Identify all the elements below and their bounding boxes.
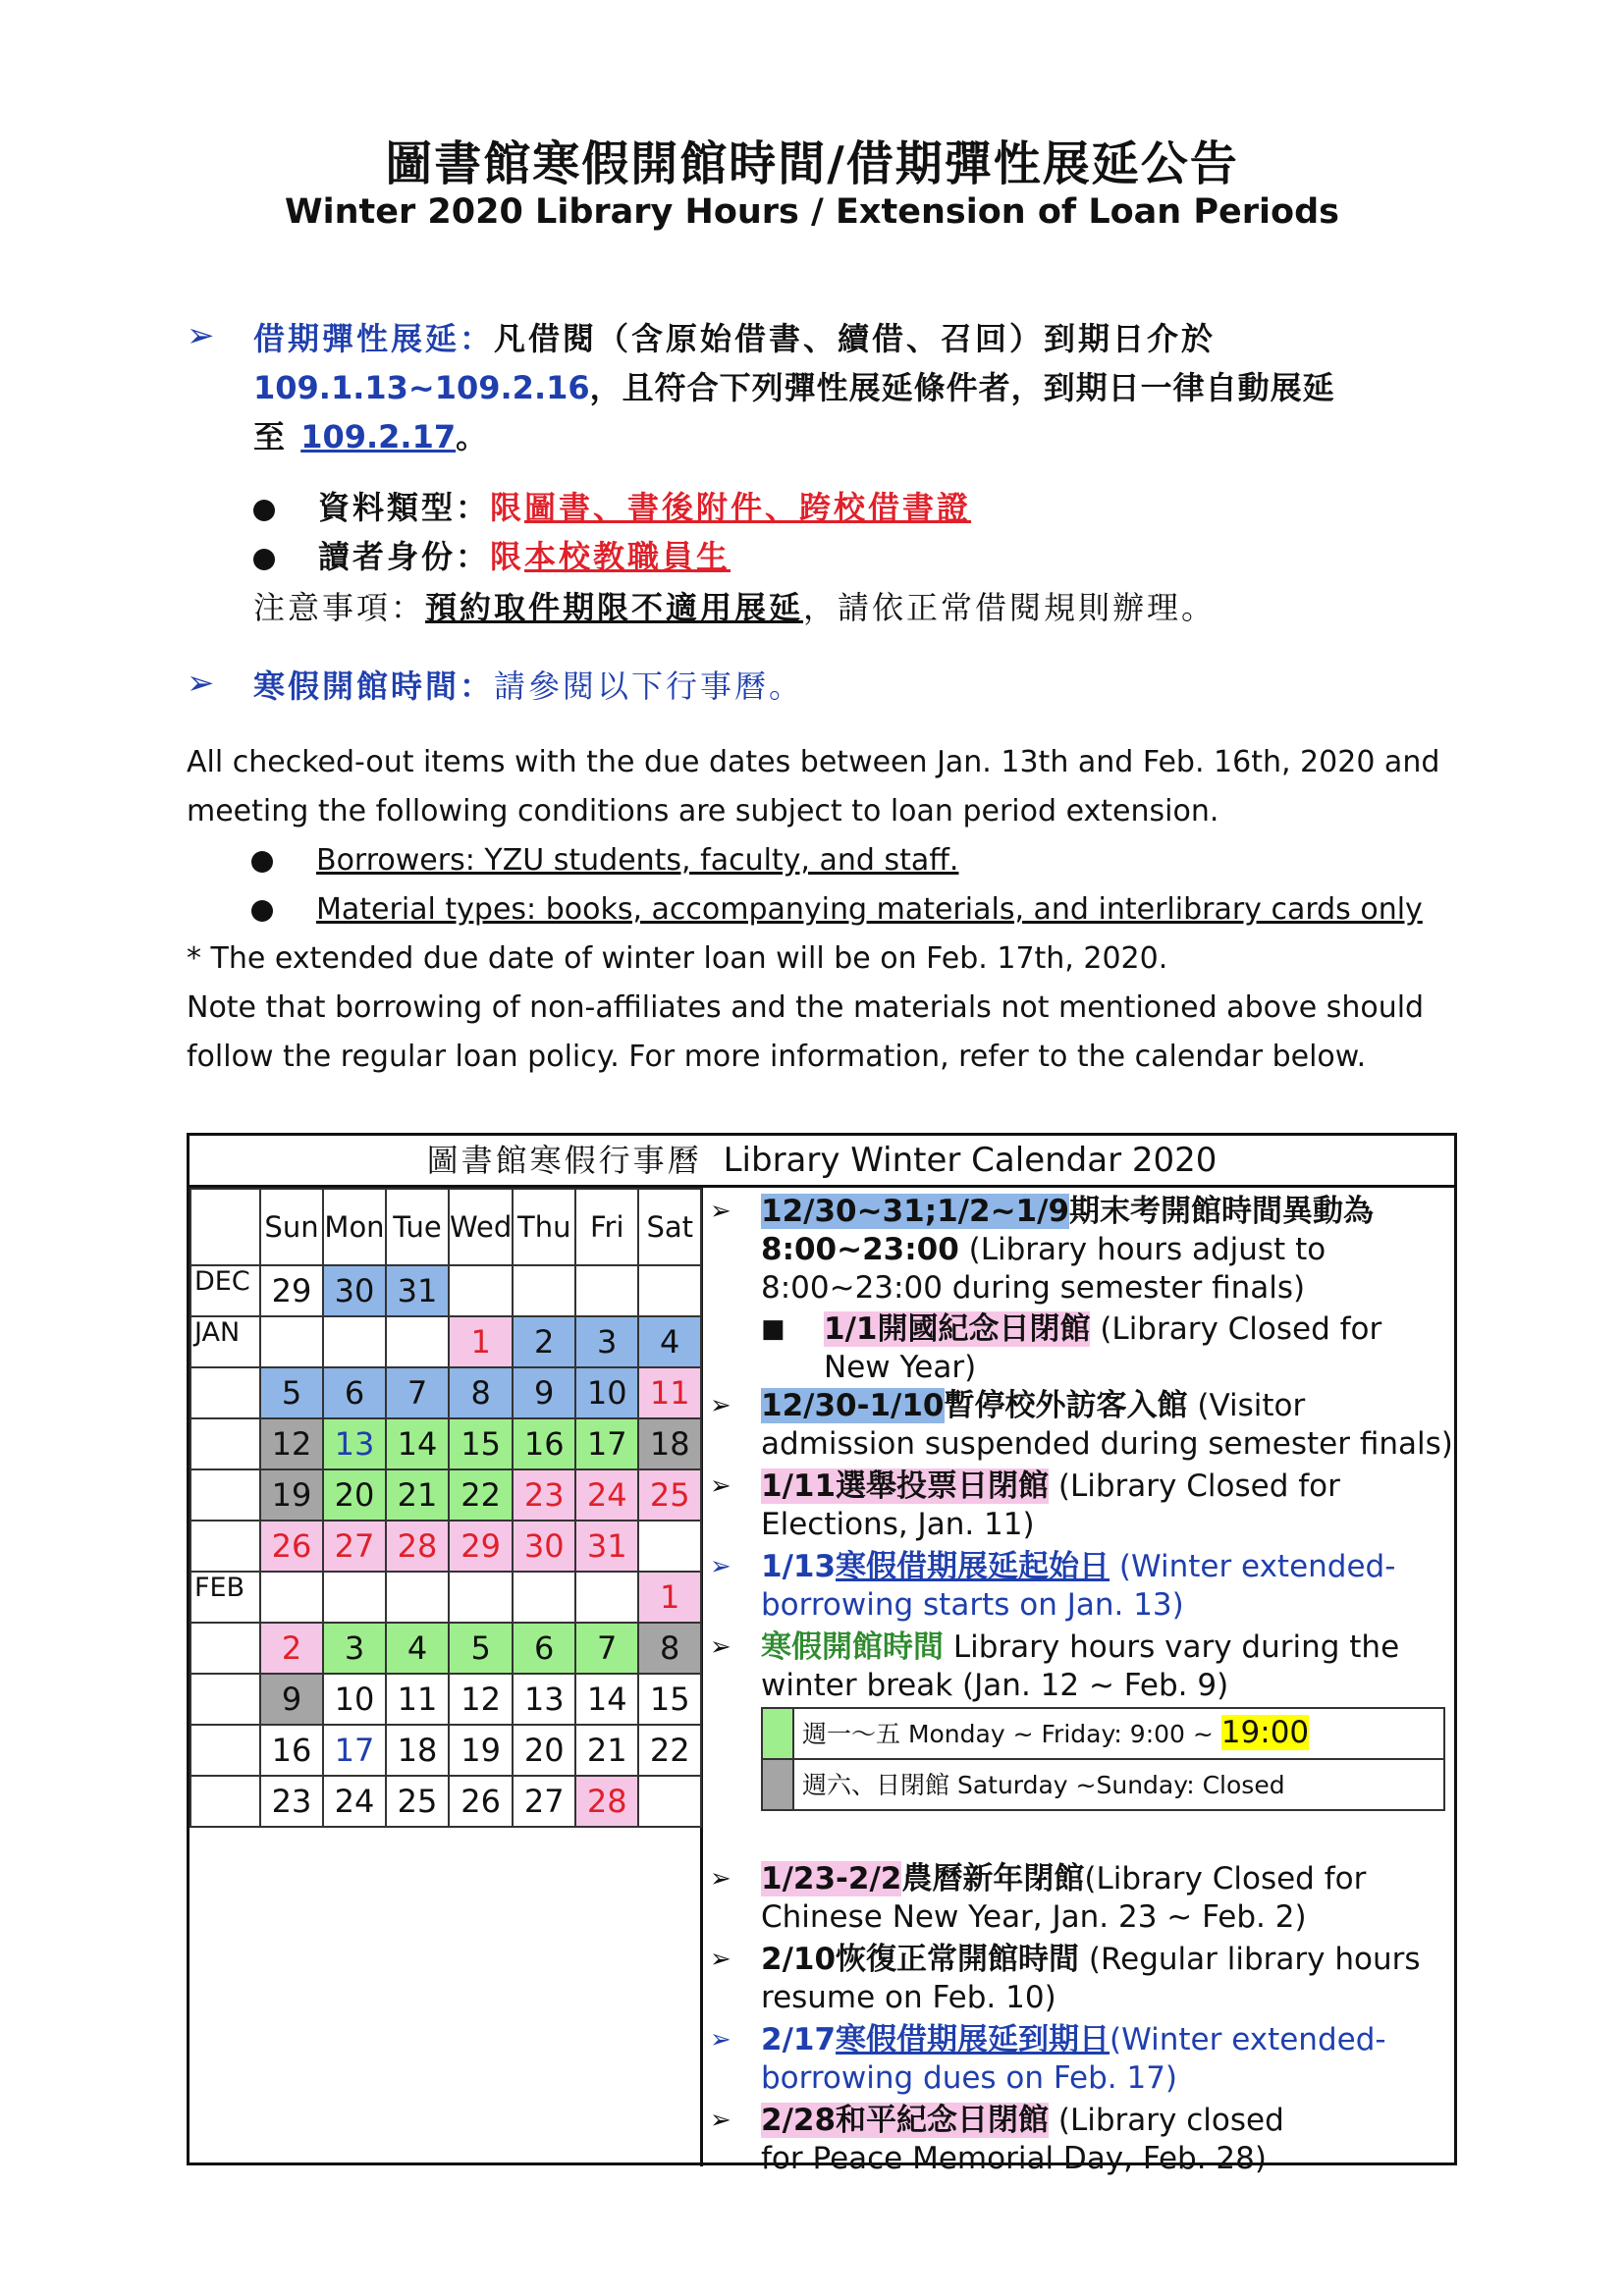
arrow-icon: ➢: [710, 1945, 731, 1974]
square-bullet-icon: ■: [761, 1314, 785, 1344]
calendar-day: [260, 1316, 323, 1367]
calendar-day: 12: [260, 1418, 323, 1469]
calendar-day: 10: [323, 1674, 386, 1725]
month-label: [190, 1674, 260, 1725]
arrow-icon: ➢: [710, 1552, 731, 1581]
note-zh: 開國紀念日閉館: [877, 1311, 1091, 1347]
loan-extension-end: 。: [456, 418, 491, 455]
note-date: 12/30~31;1/2~1/9: [761, 1194, 1070, 1229]
calendar-corner: [190, 1189, 260, 1265]
note-en: (Library closed: [1049, 2103, 1284, 2138]
calendar-day: 30: [513, 1521, 575, 1572]
month-label: [190, 1469, 260, 1521]
calendar-day: 18: [638, 1418, 701, 1469]
calendar-day: 5: [449, 1623, 513, 1674]
calendar-week-row: [190, 1674, 701, 1725]
month-label: DEC: [190, 1265, 260, 1316]
note-en: (Winter extended-: [1110, 2022, 1386, 2057]
arrow-icon: ➢: [710, 1632, 731, 1662]
note-en2: borrowing starts on Jan. 13): [761, 1587, 1184, 1623]
note-en2: winter break (Jan. 12 ~ Feb. 9): [761, 1668, 1229, 1703]
note-zh: 恢復正常開館時間: [836, 1942, 1080, 1977]
calendar-day: [513, 1265, 575, 1316]
note-en: (Library Closed for: [1084, 1861, 1367, 1896]
calendar-day: 20: [513, 1725, 575, 1776]
calendar-day: [260, 1572, 323, 1623]
calendar-day: 28: [575, 1776, 638, 1827]
calendar-day: [386, 1572, 449, 1623]
calendar-day: 10: [575, 1367, 638, 1418]
bullet-reader-identity: [253, 532, 1471, 581]
en-para-1: All checked-out items with the due dates between Jan. 13th and Feb. 16th, 2020 and: [187, 745, 1440, 779]
bullet-icon: [253, 500, 275, 521]
en-para-4: Note that borrowing of non-affiliates and the materials not mentioned above should: [187, 990, 1425, 1025]
reader-identity-label: 讀者身份：: [318, 538, 491, 575]
winter-hours-heading: 寒假開館時間：: [253, 667, 495, 705]
loan-extension-to: 至: [253, 418, 289, 455]
calendar-day: 23: [513, 1469, 575, 1521]
calendar-day: 19: [449, 1725, 513, 1776]
calendar-week-row: [190, 1265, 701, 1316]
arrow-icon: ➢: [187, 664, 215, 703]
calendar-day: 30: [323, 1265, 386, 1316]
calendar-week-row: [190, 1572, 701, 1623]
calendar-day: 4: [386, 1623, 449, 1674]
calendar-day: 21: [386, 1469, 449, 1521]
calendar-day: [638, 1265, 701, 1316]
calendar-day: 27: [323, 1521, 386, 1572]
note-date: 2/17: [761, 2022, 837, 2057]
legend-weekday-text: 週一～五 Monday ~ Friday: 9:00 ~: [802, 1720, 1221, 1748]
calendar-day: 20: [323, 1469, 386, 1521]
weekday-header: Thu: [513, 1189, 575, 1265]
calendar-day: 26: [449, 1776, 513, 1827]
arrow-icon: ➢: [710, 1471, 731, 1501]
material-type-label: 資料類型：: [318, 489, 491, 526]
calendar-day: [386, 1316, 449, 1367]
calendar-day: 12: [449, 1674, 513, 1725]
hours-legend: [761, 1707, 1445, 1811]
calendar-day: 6: [513, 1623, 575, 1674]
month-label: [190, 1367, 260, 1418]
calendar-day: 8: [638, 1623, 701, 1674]
note-zh: 和平紀念日閉館: [836, 2103, 1050, 2138]
note-date: 1/23-2/2: [761, 1861, 902, 1896]
note-en: (Library Closed for: [1090, 1311, 1382, 1347]
reader-identity-value: 本校教職員生: [524, 538, 731, 575]
calendar-day: 7: [575, 1623, 638, 1674]
calendar-day: 14: [386, 1418, 449, 1469]
legend-swatch-green: [762, 1708, 793, 1759]
calendar-day: 6: [323, 1367, 386, 1418]
note-date: 1/1: [824, 1311, 878, 1347]
note-zh: 寒假開館時間: [761, 1629, 944, 1665]
loan-extension-text1: 凡借閱（含原始借書、續借、召回）到期日介於: [494, 320, 1217, 357]
calendar-day: 28: [386, 1521, 449, 1572]
calendar-week-row: [190, 1469, 701, 1521]
note-date: 2/10: [761, 1942, 837, 1977]
arrow-icon: ➢: [710, 2106, 731, 2135]
note-en2: 8:00~23:00 during semester finals): [761, 1270, 1306, 1306]
weekday-header: Wed: [449, 1189, 513, 1265]
note-en: (Library hours adjust to: [958, 1232, 1326, 1267]
calendar-day: [513, 1572, 575, 1623]
calendar-day: 1: [638, 1572, 701, 1623]
month-label: [190, 1725, 260, 1776]
month-label: [190, 1521, 260, 1572]
calendar-day: 16: [513, 1418, 575, 1469]
month-label: [190, 1776, 260, 1827]
note-en2: New Year): [824, 1350, 977, 1385]
calendar-day: 11: [638, 1367, 701, 1418]
legend-weekday: [793, 1708, 1444, 1759]
note-zh: 農曆新年閉館: [901, 1861, 1085, 1896]
loan-due-date: 109.2.17: [300, 418, 457, 455]
calendar-day: 27: [513, 1776, 575, 1827]
calendar-day: 1: [449, 1316, 513, 1367]
note-date: 1/11: [761, 1468, 837, 1504]
note-en2: admission suspended during semester finals): [761, 1426, 1453, 1462]
calendar-week-row: [190, 1725, 701, 1776]
note-zh: 寒假借期展延起始日: [836, 1549, 1110, 1584]
weekday-header: Sun: [260, 1189, 323, 1265]
bullet-icon: [251, 851, 273, 873]
calendar-header: [189, 1136, 1454, 1188]
calendar-day: 13: [323, 1418, 386, 1469]
weekday-header: Sat: [638, 1189, 701, 1265]
note-en2: for Peace Memorial Day, Feb. 28): [761, 2141, 1267, 2176]
note-date: 1/13: [761, 1549, 837, 1584]
calendar-week-row: [190, 1776, 701, 1827]
calendar-day: 5: [260, 1367, 323, 1418]
calendar-day: 14: [575, 1674, 638, 1725]
bullet-icon: [251, 900, 273, 922]
en-bullet-material: Material types: books, accompanying materials, and interlibrary cards only: [316, 892, 1423, 927]
calendar-day: 13: [513, 1674, 575, 1725]
arrow-icon: ➢: [710, 1864, 731, 1894]
note-en2: resume on Feb. 10): [761, 1980, 1056, 2015]
calendar-day: 21: [575, 1725, 638, 1776]
calendar-title-zh: 圖書館寒假行事曆: [426, 1142, 702, 1179]
note-en: Library hours vary during the: [944, 1629, 1400, 1665]
calendar-day: 9: [260, 1674, 323, 1725]
note-tail: ，請依正常借閱規則辦理。: [803, 589, 1217, 626]
calendar-day: [323, 1316, 386, 1367]
calendar-day: 29: [260, 1265, 323, 1316]
note-label: 注意事項：: [253, 589, 426, 626]
en-para-3: * The extended due date of winter loan will be on Feb. 17th, 2020.: [187, 941, 1168, 976]
calendar-day: [638, 1521, 701, 1572]
note-zh: 期末考開館時間異動為: [1069, 1194, 1375, 1229]
calendar-day: [449, 1265, 513, 1316]
calendar-day: 31: [575, 1521, 638, 1572]
note-date: 12/30-1/10: [761, 1388, 945, 1423]
legend-weekday-time: 19:00: [1220, 1715, 1310, 1750]
calendar-day: 2: [260, 1623, 323, 1674]
calendar-day: 29: [449, 1521, 513, 1572]
month-label: [190, 1418, 260, 1469]
arrow-icon: ➢: [187, 316, 215, 355]
en-bullet-borrowers: Borrowers: YZU students, faculty, and staff.: [316, 843, 959, 878]
calendar-week-row: [190, 1623, 701, 1674]
arrow-icon: ➢: [710, 1197, 731, 1226]
note-en: (Regular library hours: [1079, 1942, 1421, 1977]
calendar-day: 15: [449, 1418, 513, 1469]
bullet-material-type: [253, 483, 1471, 532]
calendar-day: [323, 1572, 386, 1623]
month-label: FEB: [190, 1572, 260, 1623]
note-time: 8:00~23:00: [761, 1232, 959, 1267]
note-en: (Library Closed for: [1049, 1468, 1340, 1504]
weekday-header: Mon: [323, 1189, 386, 1265]
section-winter-hours: [253, 662, 1471, 711]
calendar-day: 25: [638, 1469, 701, 1521]
note-en: (Visitor: [1187, 1388, 1306, 1423]
loan-range: 109.1.13~109.2.16: [253, 369, 590, 406]
calendar-day: 22: [449, 1469, 513, 1521]
page-title-en: Winter 2020 Library Hours / Extension of Loan Periods: [285, 192, 1339, 232]
english-notice: [187, 738, 1502, 1082]
material-type-value: 圖書、書後附件、跨校借書證: [524, 489, 972, 526]
calendar-grid: [189, 1188, 702, 1828]
calendar-day: 17: [323, 1725, 386, 1776]
month-label: JAN: [190, 1316, 260, 1367]
calendar-day: 8: [449, 1367, 513, 1418]
calendar-day: 4: [638, 1316, 701, 1367]
calendar-day: 17: [575, 1418, 638, 1469]
weekday-header: Tue: [386, 1189, 449, 1265]
calendar-day: 18: [386, 1725, 449, 1776]
page-title-zh: 圖書館寒假開館時間/借期彈性展延公告: [385, 136, 1239, 191]
calendar-day: 15: [638, 1674, 701, 1725]
calendar-week-row: [190, 1367, 701, 1418]
calendar-day: 24: [323, 1776, 386, 1827]
note-en: (Winter extended-: [1110, 1549, 1396, 1584]
weekday-header: Fri: [575, 1189, 638, 1265]
calendar-day: 11: [386, 1674, 449, 1725]
note-value: 預約取件期限不適用展延: [425, 589, 804, 626]
section-loan-extension: [253, 314, 1471, 461]
material-type-red: 限: [490, 489, 525, 526]
calendar-day: [638, 1776, 701, 1827]
note-zh: 寒假借期展延到期日: [836, 2022, 1110, 2057]
note-en2: Chinese New Year, Jan. 23 ~ Feb. 2): [761, 1899, 1307, 1935]
arrow-icon: ➢: [710, 1391, 731, 1420]
note-en2: borrowing dues on Feb. 17): [761, 2060, 1178, 2096]
note-line: [253, 583, 1530, 632]
en-para-2: meeting the following conditions are subject to loan period extension.: [187, 794, 1219, 828]
winter-calendar: [187, 1133, 1457, 2176]
legend-weekend: 週六、日閉館 Saturday ~Sunday: Closed: [793, 1759, 1444, 1810]
calendar-day: [575, 1265, 638, 1316]
bullet-icon: [253, 549, 275, 570]
arrow-icon: ➢: [710, 2025, 731, 2055]
calendar-day: 9: [513, 1367, 575, 1418]
note-zh: 暫停校外訪客入館: [944, 1388, 1188, 1423]
calendar-week-row: [190, 1316, 701, 1367]
legend-swatch-gray: [762, 1759, 793, 1810]
calendar-day: 31: [386, 1265, 449, 1316]
calendar-day: 3: [323, 1623, 386, 1674]
calendar-day: 26: [260, 1521, 323, 1572]
calendar-day: 23: [260, 1776, 323, 1827]
calendar-day: [449, 1572, 513, 1623]
calendar-day: 2: [513, 1316, 575, 1367]
calendar-day: 24: [575, 1469, 638, 1521]
reader-identity-red: 限: [490, 538, 525, 575]
en-para-5: follow the regular loan policy. For more information, refer to the calendar below.: [187, 1040, 1367, 1074]
calendar-day: 25: [386, 1776, 449, 1827]
note-en2: Elections, Jan. 11): [761, 1507, 1035, 1542]
calendar-day: 19: [260, 1469, 323, 1521]
calendar-day: 16: [260, 1725, 323, 1776]
calendar-day: 3: [575, 1316, 638, 1367]
note-zh: 選舉投票日閉館: [836, 1468, 1050, 1504]
calendar-day: 7: [386, 1367, 449, 1418]
loan-extension-text2: ，且符合下列彈性展延條件者，到期日一律自動展延: [589, 369, 1335, 406]
note-date: 2/28: [761, 2103, 837, 2138]
calendar-title-en: Library Winter Calendar 2020: [723, 1141, 1218, 1180]
calendar-week-row: [190, 1521, 701, 1572]
calendar-day: [575, 1572, 638, 1623]
calendar-week-row: [190, 1418, 701, 1469]
calendar-day: 22: [638, 1725, 701, 1776]
loan-extension-heading: 借期彈性展延：: [253, 320, 495, 357]
winter-hours-text: 請參閱以下行事曆。: [494, 667, 804, 705]
month-label: [190, 1623, 260, 1674]
